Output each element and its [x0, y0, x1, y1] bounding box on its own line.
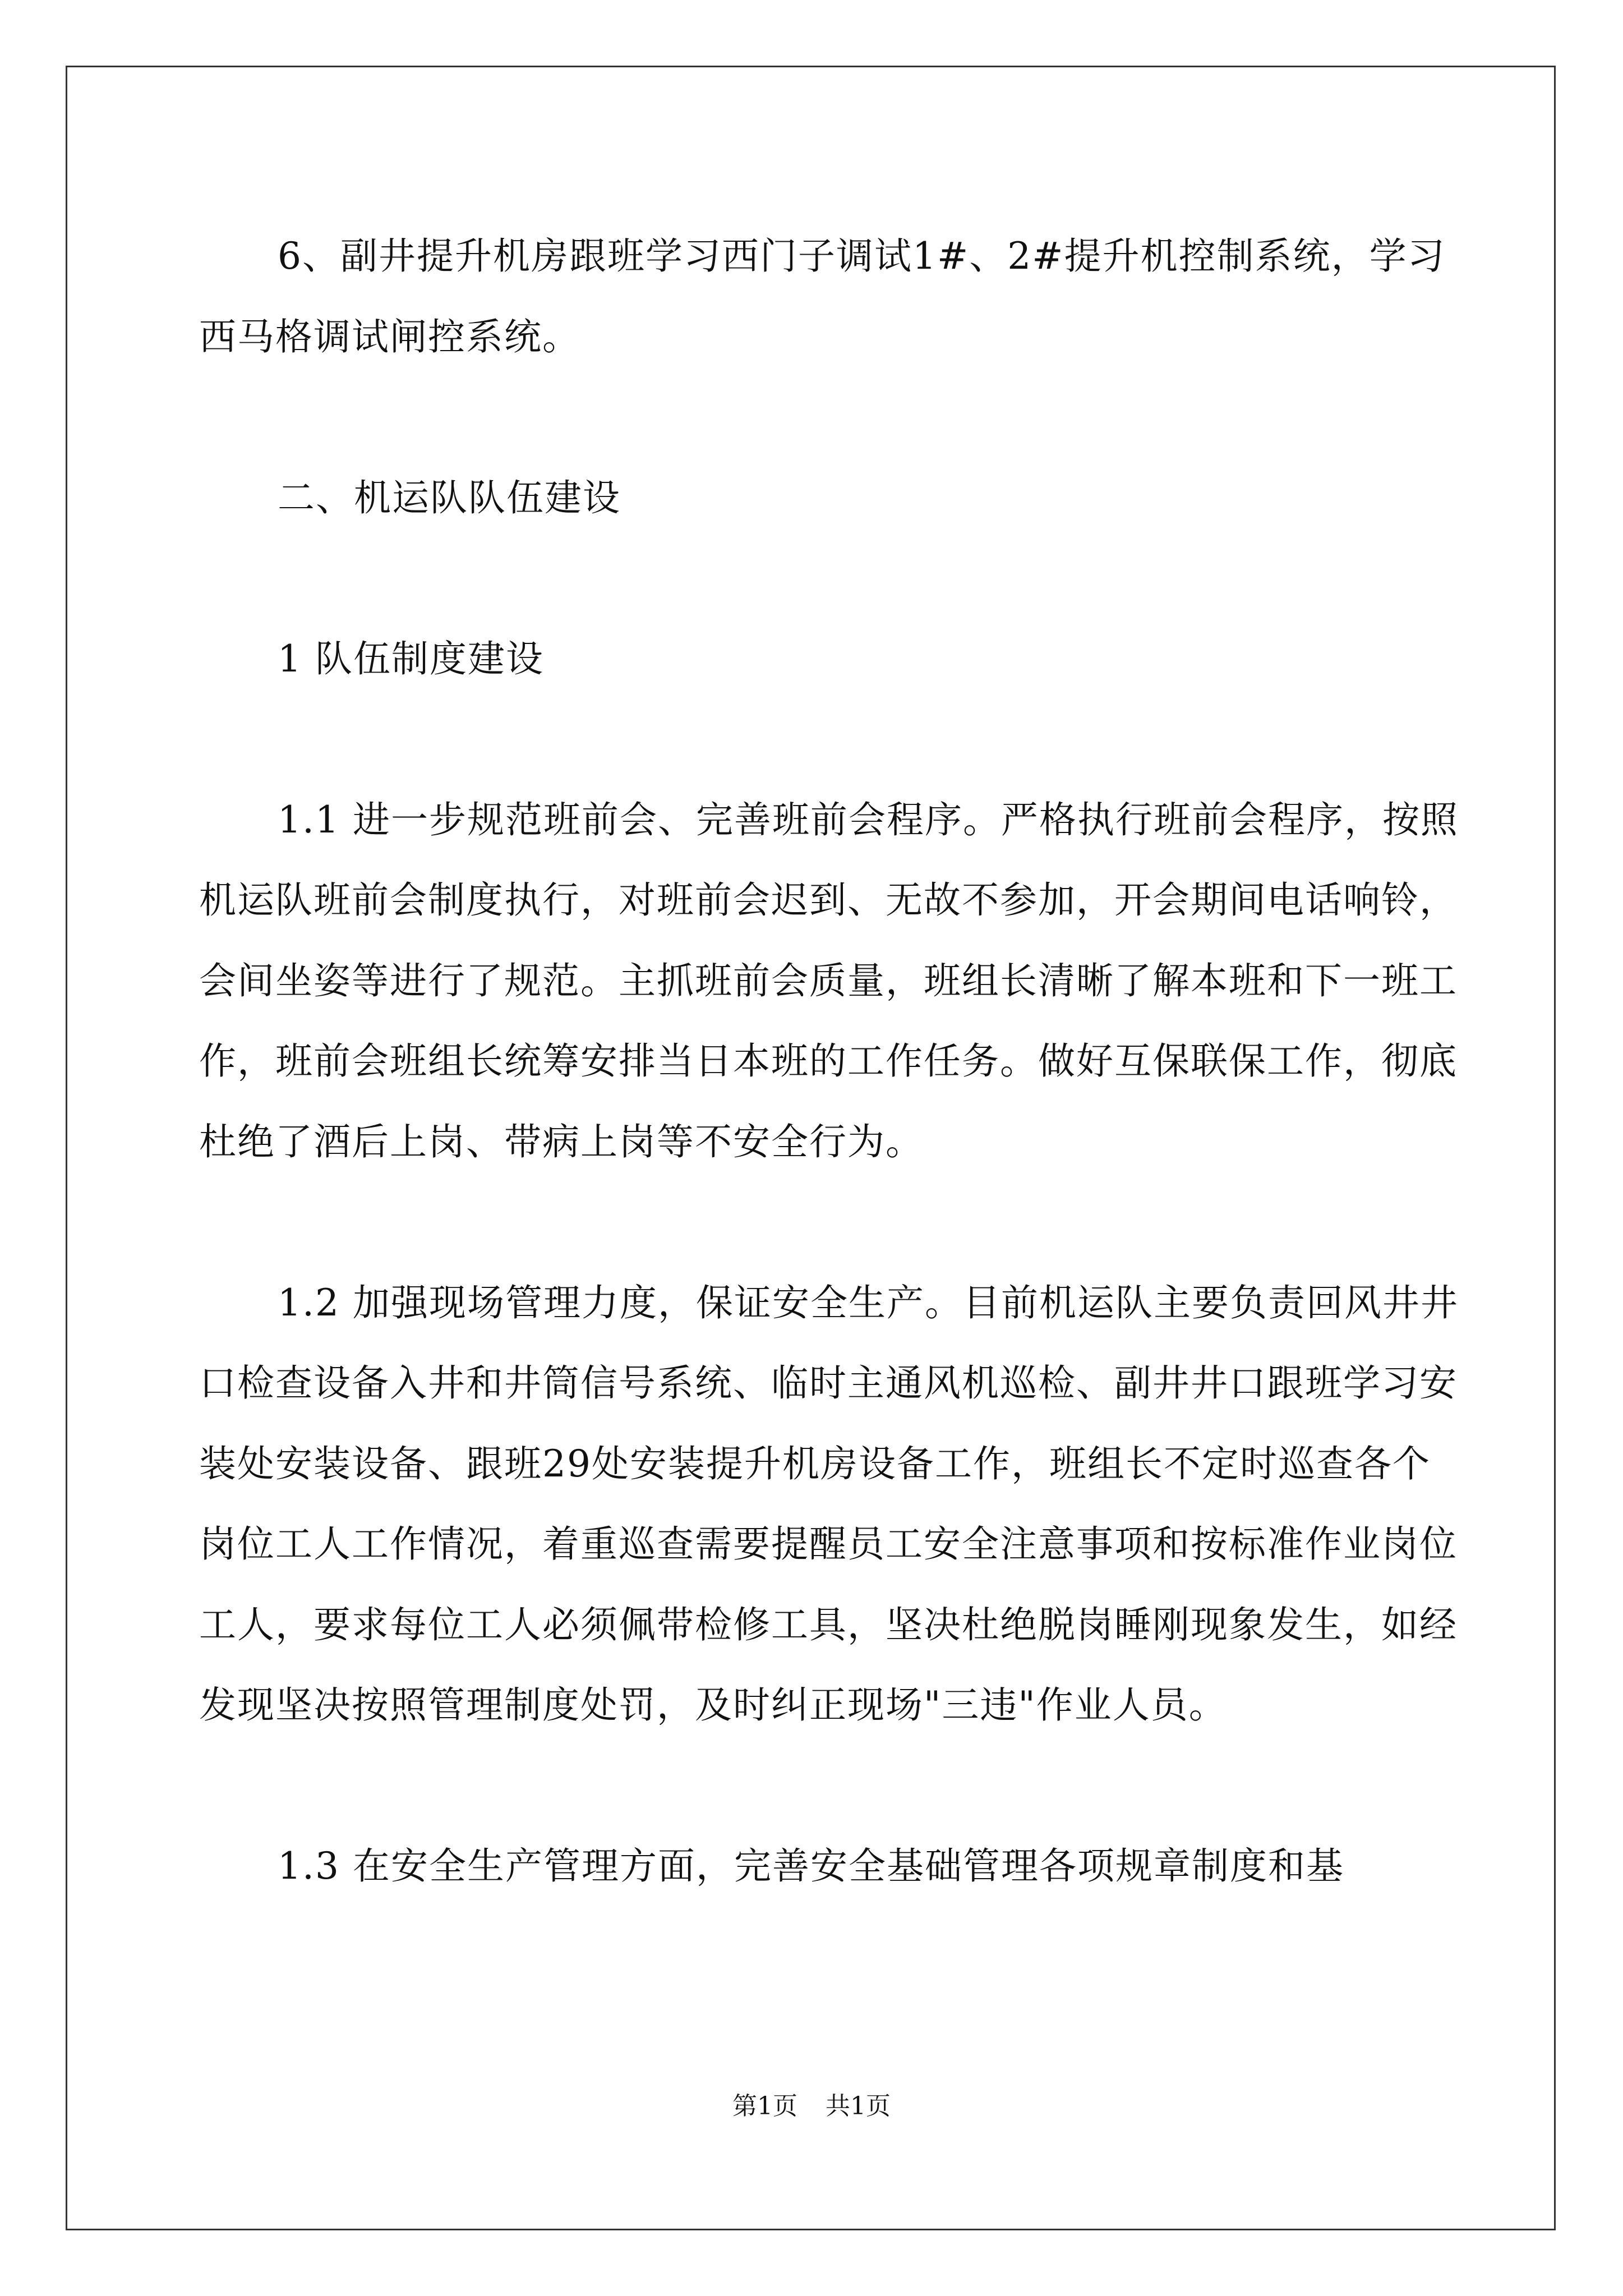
document-body	[199, 216, 1461, 1907]
page-number: 第1页	[732, 2092, 797, 2120]
page-total: 共1页	[826, 2092, 891, 2120]
section-heading: 二、机运队队伍建设	[278, 476, 621, 519]
paragraph-1-3: 1.3 在安全生产管理方面，完善安全基础管理各项规章制度和基	[278, 1844, 1344, 1888]
page-footer	[0, 2090, 1623, 2123]
paragraph-1-1: 1.1 进一步规范班前会、完善班前会程序。严格执行班前会程序，按照机运队班前会制度执行，对班前会迟到、无故不参加，开会期间电话响铃，会间坐姿等进行了规范。主抓班前会质量，班组长清晰了解本班和下一班工作，班前会班组长统筹安排当日本班的工作任务。做好互保联保工作，彻底杜绝了酒后上岗、带病上岗等不安全行为。	[199, 798, 1459, 1163]
paragraph-item-6: 6、副井提升机房跟班学习西门子调试1#、2#提升机控制系统，学习西马格调试闸控系统。	[199, 234, 1446, 358]
subsection-heading: 1 队伍制度建设	[278, 637, 544, 680]
paragraph-1-2: 1.2 加强现场管理力度，保证安全生产。目前机运队主要负责回风井井口检查设备入井和井筒信号系统、临时主通风机巡检、副井井口跟班学习安装处安装设备、跟班29处安装提升机房设备工作，班组长不定时巡查各个岗位工人工作情况，着重巡查需要提醒员工安全注意事项和按标准作业岗位工人，要求每位工人必须佩带检修工具，坚决杜绝脱岗睡刚现象发生，如经发现坚决按照管理制度处罚，及时纠正现场"三违"作业人员。	[199, 1281, 1459, 1727]
